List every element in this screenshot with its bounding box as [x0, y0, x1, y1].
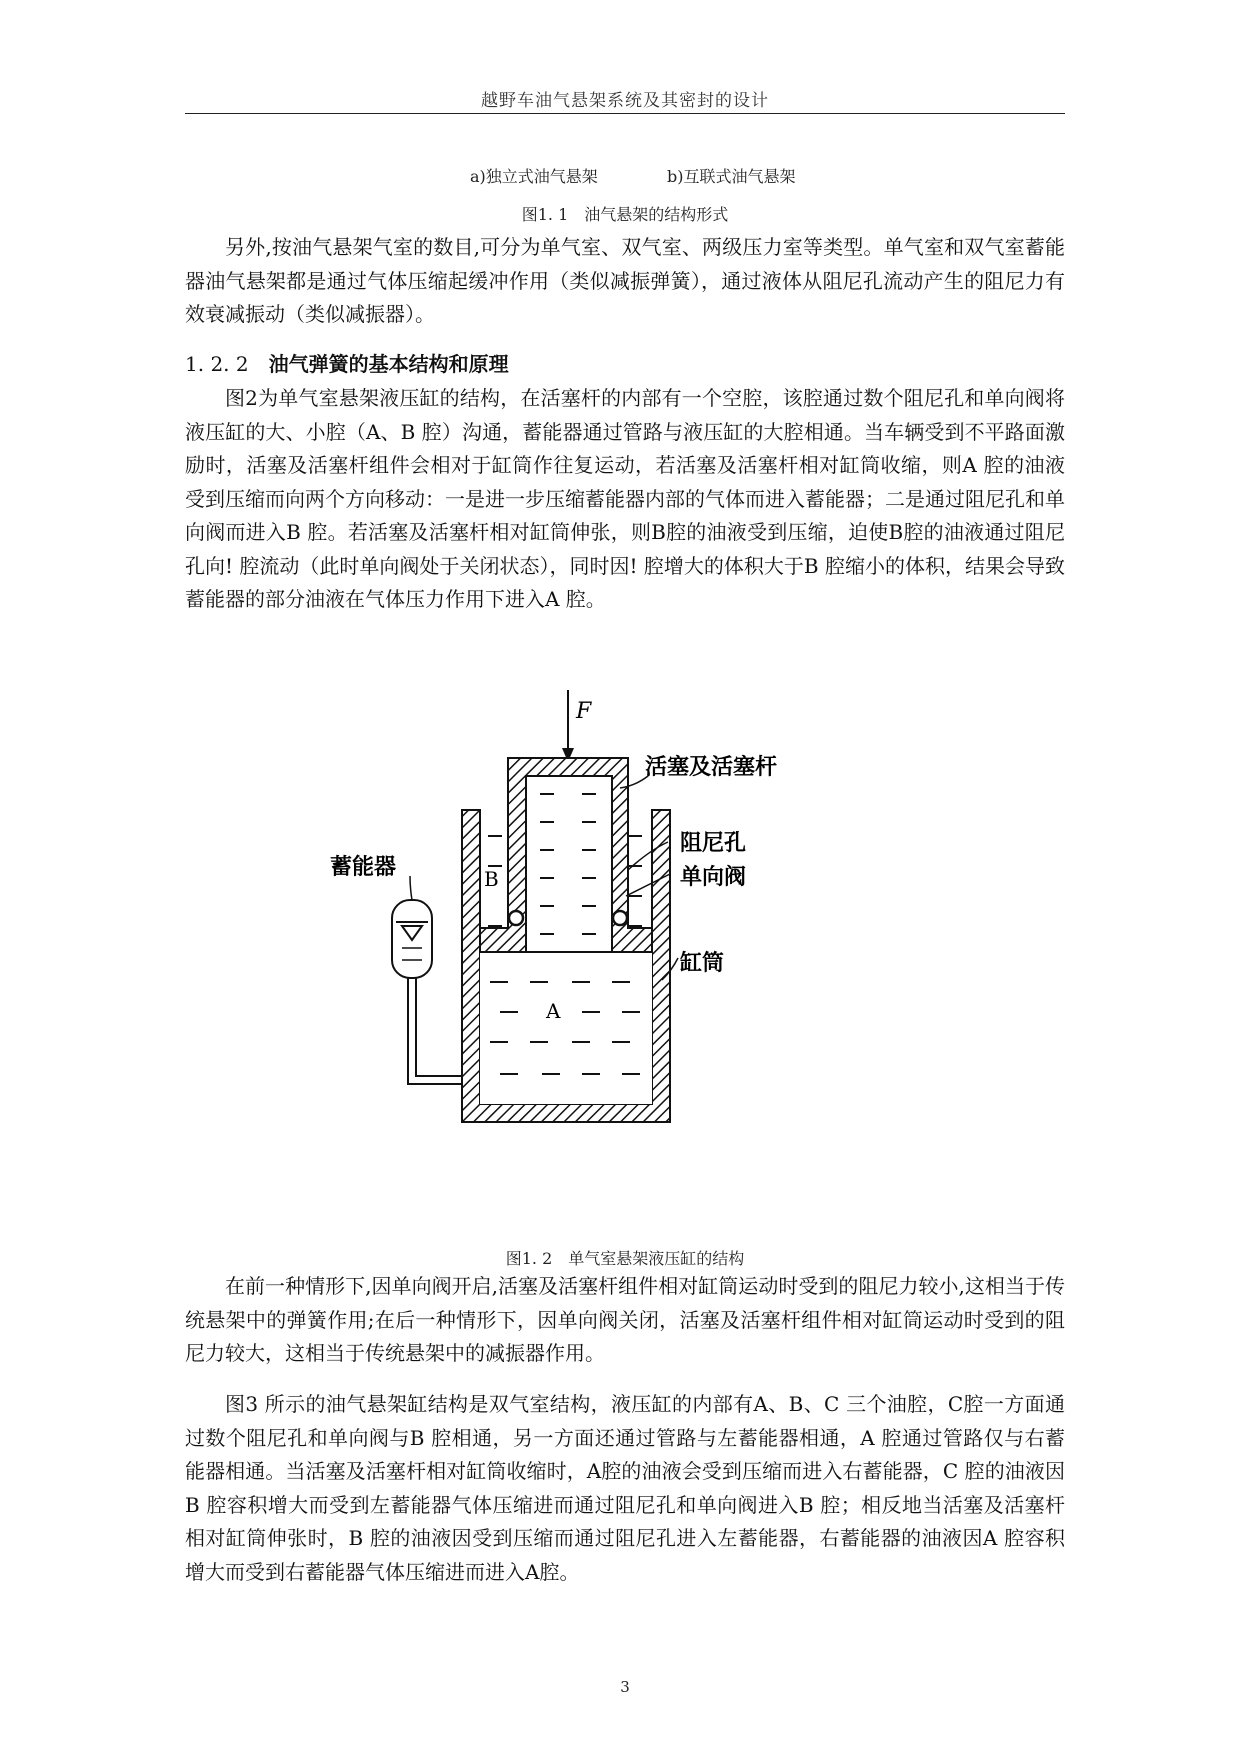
label-cylinder-barrel: 缸筒 [680, 951, 725, 976]
section-number: 1. 2. 2 [185, 352, 249, 376]
figure2-hydraulic-cylinder-diagram [330, 690, 850, 1230]
figure1-subcaption-a: a)独立式油气悬架 [470, 167, 598, 186]
chamber-b-label: B [484, 867, 499, 891]
label-piston-rod: 活塞及活塞杆 [645, 755, 778, 780]
figure1-caption: 图1. 1 油气悬架的结构形式 [521, 205, 729, 224]
chamber-a-region [480, 952, 652, 1104]
check-valve-left [509, 911, 523, 925]
cylinder-diagram-svg [330, 690, 850, 1230]
paragraph-damping-cases: 在前一种情形下,因单向阀开启,活塞及活塞杆组件相对缸筒运动时受到的阻尼力较小,这相当于传统悬架中的弹簧作用;在后一种情形下，因单向阀关闭，活塞及活塞杆组件相对缸筒运动时受到的阻尼力较大，这相当于传统悬架中的减振器作用。 [185, 1274, 1065, 1365]
figure2-caption: 图1. 2 单气室悬架液压缸的结构 [505, 1249, 745, 1268]
paragraph-single-chamber-structure: 图2为单气室悬架液压缸的结构，在活塞杆的内部有一个空腔，该腔通过数个阻尼孔和单向阀将液压缸的大、小腔（A、B 腔）沟通，蓄能器通过管路与液压缸的大腔相通。当车辆受到不平路面激励时，活塞及活塞杆组件会相对于缸筒作往复运动，若活塞及活塞杆相对缸筒收缩，则A 腔的油液受到压缩而向两个方向移动：一是进一步压缩蓄能器内部的气体而进入蓄能器；二是通过阻尼孔和单向阀而进入B 腔。若活塞及活塞杆相对缸筒伸张，则B腔的油液受到压缩，迫使B腔的油液通过阻尼孔向! 腔流动（此时单向阀处于关闭状态），同时因! 腔增大的体积大于B 腔缩小的体积，结果会导致蓄能器的部分油液在气体压力作用下进入A 腔。 [185, 386, 1065, 611]
label-orifice: 阻尼孔 [680, 831, 747, 856]
piston-rod-cavity [526, 776, 612, 952]
paragraph-gas-chamber-types: 另外,按油气悬架气室的数目,可分为单气室、双气室、两级压力室等类型。单气室和双气室蓄能器油气悬架都是通过气体压缩起缓冲作用（类似减振弹簧），通过液体从阻尼孔流动产生的阻尼力有效衰减振动（类似减振器）。 [185, 235, 1065, 326]
paragraph-dual-chamber-structure: 图3 所示的油气悬架缸结构是双气室结构，液压缸的内部有A、B、C 三个油腔，C腔一方面通过数个阻尼孔和单向阀与B 腔相通，另一方面还通过管路与左蓄能器相通，A 腔通过管路仅与右蓄能器相通。当活塞及活塞杆相对缸筒收缩时，A腔的油液会受到压缩而进入右蓄能器，C 腔的油液因B 腔容积增大而受到左蓄能器气体压缩进而通过阻尼孔和单向阀进入B 腔；相反地当活塞及活塞杆相对缸筒伸张时，B 腔的油液因受到压缩而通过阻尼孔进入左蓄能器，右蓄能器的油液因A 腔容积增大而受到右蓄能器气体压缩进而进入A腔。 [185, 1392, 1065, 1584]
chamber-a-label: A [546, 999, 561, 1023]
section-title: 油气弹簧的基本结构和原理 [268, 352, 509, 376]
figure1-subcaption-b: b)互联式油气悬架 [667, 167, 796, 186]
label-accumulator: 蓄能器 [330, 855, 397, 880]
header-rule [185, 113, 1065, 114]
running-header: 越野车油气悬架系统及其密封的设计 [481, 91, 769, 111]
label-check-valve: 单向阀 [680, 865, 747, 890]
force-label: F [576, 699, 592, 724]
page-number: 3 [620, 1678, 630, 1696]
section-heading [185, 348, 509, 377]
check-valve-right [613, 911, 627, 925]
accumulator-pipe [408, 978, 462, 1084]
